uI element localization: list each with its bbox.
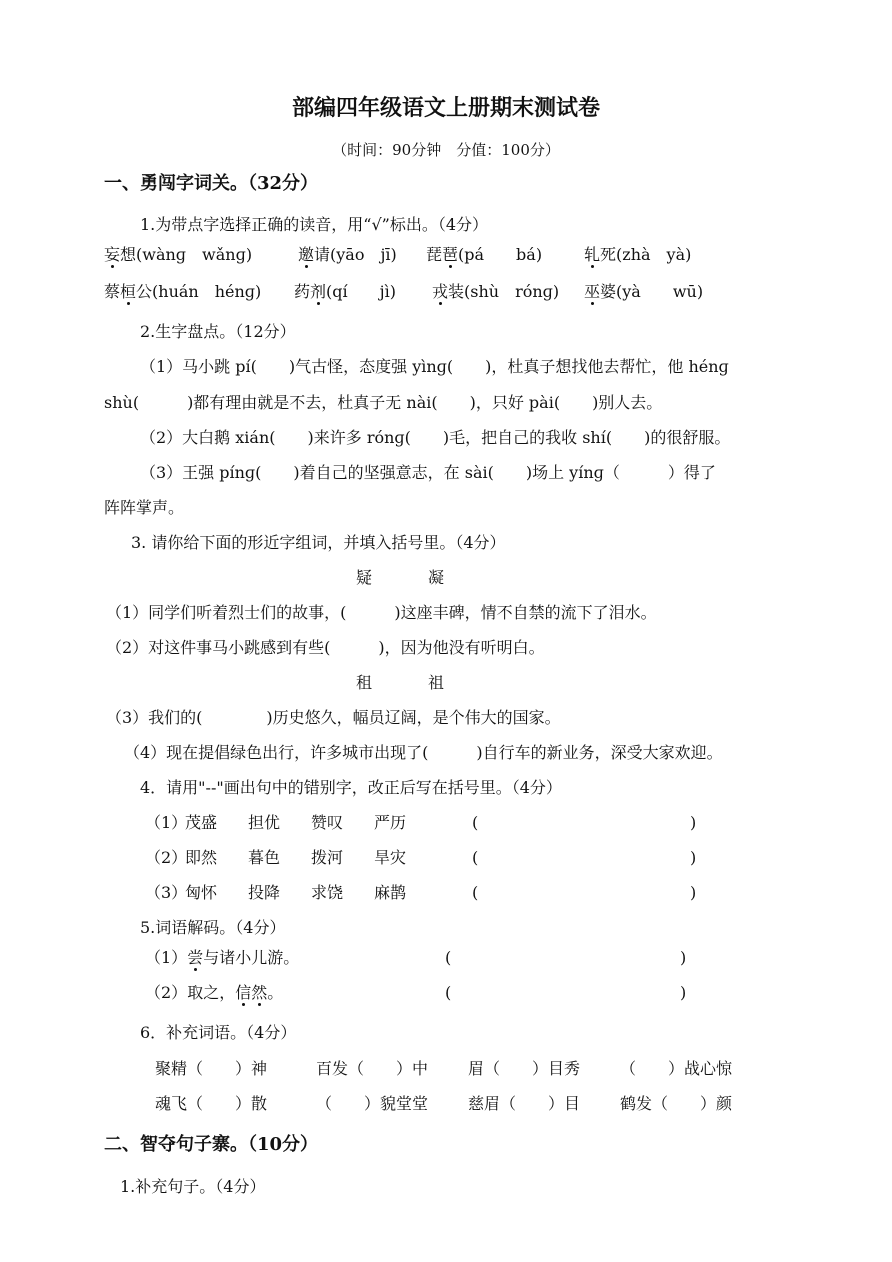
q1-item-5: 蔡桓公(huán hénɡ): [104, 282, 262, 301]
q5-item-2: （2）取之，信然。: [145, 983, 284, 1002]
q4-row-3-num: （3）: [145, 883, 188, 902]
q5-item-2-open-paren: (: [445, 983, 452, 1002]
q4-row-1-num: （1）: [145, 813, 188, 832]
q4-row-1-word-3: 赞叹: [311, 813, 344, 832]
q4-row-2-open-paren: (: [472, 848, 479, 867]
q3-sentence-4: （4）现在提倡绿色出行，许多城市出现了( )自行车的新业务，深受大家欢迎。: [124, 743, 723, 762]
q6-row-2-item-3: 慈眉（ ）目: [468, 1094, 581, 1113]
q1-prompt: 1.为带点字选择正确的读音，用“√”标出。（4分）: [140, 215, 489, 234]
q6-row-1-item-2: 百发（ ）中: [316, 1059, 429, 1078]
q6-row-2-item-4: 鹤发（ ）颜: [620, 1094, 733, 1113]
q1-item-1: 妄想(wànɡ wǎnɡ): [104, 245, 253, 264]
q2-line-4: （3）王强 pínɡ( )着自己的坚强意志，在 sài( )场上 yínɡ（ ）得了: [140, 463, 716, 482]
q1-item-4: 轧死(zhà yà): [584, 245, 692, 264]
s2-q1-prompt: 1.补充句子。（4分）: [120, 1177, 266, 1196]
q2-prompt: 2.生字盘点。（12分）: [140, 322, 296, 341]
q5-item-1: （1）尝与诸小儿游。: [145, 948, 300, 967]
q4-row-2-num: （2）: [145, 848, 188, 867]
q4-row-3-close-paren: ): [690, 883, 697, 902]
section-2-heading: 二、智夺句子寨。（10分）: [104, 1134, 319, 1155]
q3-prompt: 3. 请你给下面的形近字组词，并填入括号里。（4分）: [131, 533, 506, 552]
q3-pair2-char-2: 祖: [428, 673, 445, 692]
q4-row-3-word-4: 麻鹊: [374, 883, 407, 902]
q4-row-1-word-1: 茂盛: [185, 813, 218, 832]
q4-row-3-word-2: 投降: [248, 883, 281, 902]
q4-row-3-open-paren: (: [472, 883, 479, 902]
q1-item-6: 药剂(qí jì): [294, 282, 396, 301]
q1-item-7: 戎装(shù rónɡ): [432, 282, 560, 301]
q1-item-2: 邀请(yāo jī): [298, 245, 397, 264]
q3-sentence-2: （2）对这件事马小跳感到有些( )，因为他没有听明白。: [106, 638, 545, 657]
section-1-heading: 一、勇闯字词关。（32分）: [104, 173, 319, 194]
q5-item-2-close-paren: ): [680, 983, 687, 1002]
q3-sentence-1: （1）同学们听着烈士们的故事，( )这座丰碑，情不自禁的流下了泪水。: [106, 603, 657, 622]
q6-row-1-item-1: 聚精（ ）神: [155, 1059, 268, 1078]
q4-row-2-word-4: 旱灾: [374, 848, 407, 867]
q6-row-1-item-4: （ ）战心惊: [620, 1059, 733, 1078]
q3-pair2-char-1: 租: [356, 673, 373, 692]
page-title: 部编四年级语文上册期末测试卷: [291, 95, 600, 121]
q2-line-1: （1）马小跳 pí( )气古怪，态度强 yìnɡ( )，杜真子想找他去帮忙，他 hénɡ: [140, 357, 729, 376]
q4-row-1-open-paren: (: [472, 813, 479, 832]
q5-item-1-open-paren: (: [445, 948, 452, 967]
q2-line-2: shù( )都有理由就是不去，杜真子无 nài( )，只好 pài( )别人去。: [104, 393, 663, 412]
q3-pair1-char-1: 疑: [356, 568, 373, 587]
q2-line-3: （2）大白鹅 xián( )来许多 rónɡ( )毛，把自己的我收 shí( )的很舒服。: [140, 428, 731, 447]
q1-item-3: 琵琶(pá bá): [426, 245, 543, 264]
q4-row-3-word-1: 匈怀: [185, 883, 218, 902]
q6-row-2-item-1: 魂飞（ ）散: [155, 1094, 268, 1113]
page-subtitle: （时间：90分钟 分值：100分）: [332, 141, 560, 159]
q4-row-3-word-3: 求饶: [311, 883, 344, 902]
q4-row-1-close-paren: ): [690, 813, 697, 832]
q5-item-1-close-paren: ): [680, 948, 687, 967]
q4-row-2-word-2: 暮色: [248, 848, 281, 867]
q6-row-1-item-3: 眉（ ）目秀: [468, 1059, 581, 1078]
q3-sentence-3: （3）我们的( )历史悠久，幅员辽阔，是个伟大的国家。: [106, 708, 561, 727]
q6-prompt: 6．补充词语。（4分）: [140, 1023, 297, 1042]
q4-row-2-word-3: 拨河: [311, 848, 344, 867]
q4-row-2-close-paren: ): [690, 848, 697, 867]
q4-row-1-word-2: 担优: [248, 813, 281, 832]
q1-item-8: 巫婆(yà wū): [584, 282, 704, 301]
q4-row-1-word-4: 严历: [374, 813, 407, 832]
q3-pair1-char-2: 凝: [428, 568, 445, 587]
q5-prompt: 5.词语解码。（4分）: [140, 918, 286, 937]
q6-row-2-item-2: （ ）貌堂堂: [316, 1094, 429, 1113]
q2-line-5: 阵阵掌声。: [104, 498, 185, 517]
q4-row-2-word-1: 即然: [185, 848, 218, 867]
q4-prompt: 4．请用"--"画出句中的错别字，改正后写在括号里。（4分）: [140, 778, 562, 797]
